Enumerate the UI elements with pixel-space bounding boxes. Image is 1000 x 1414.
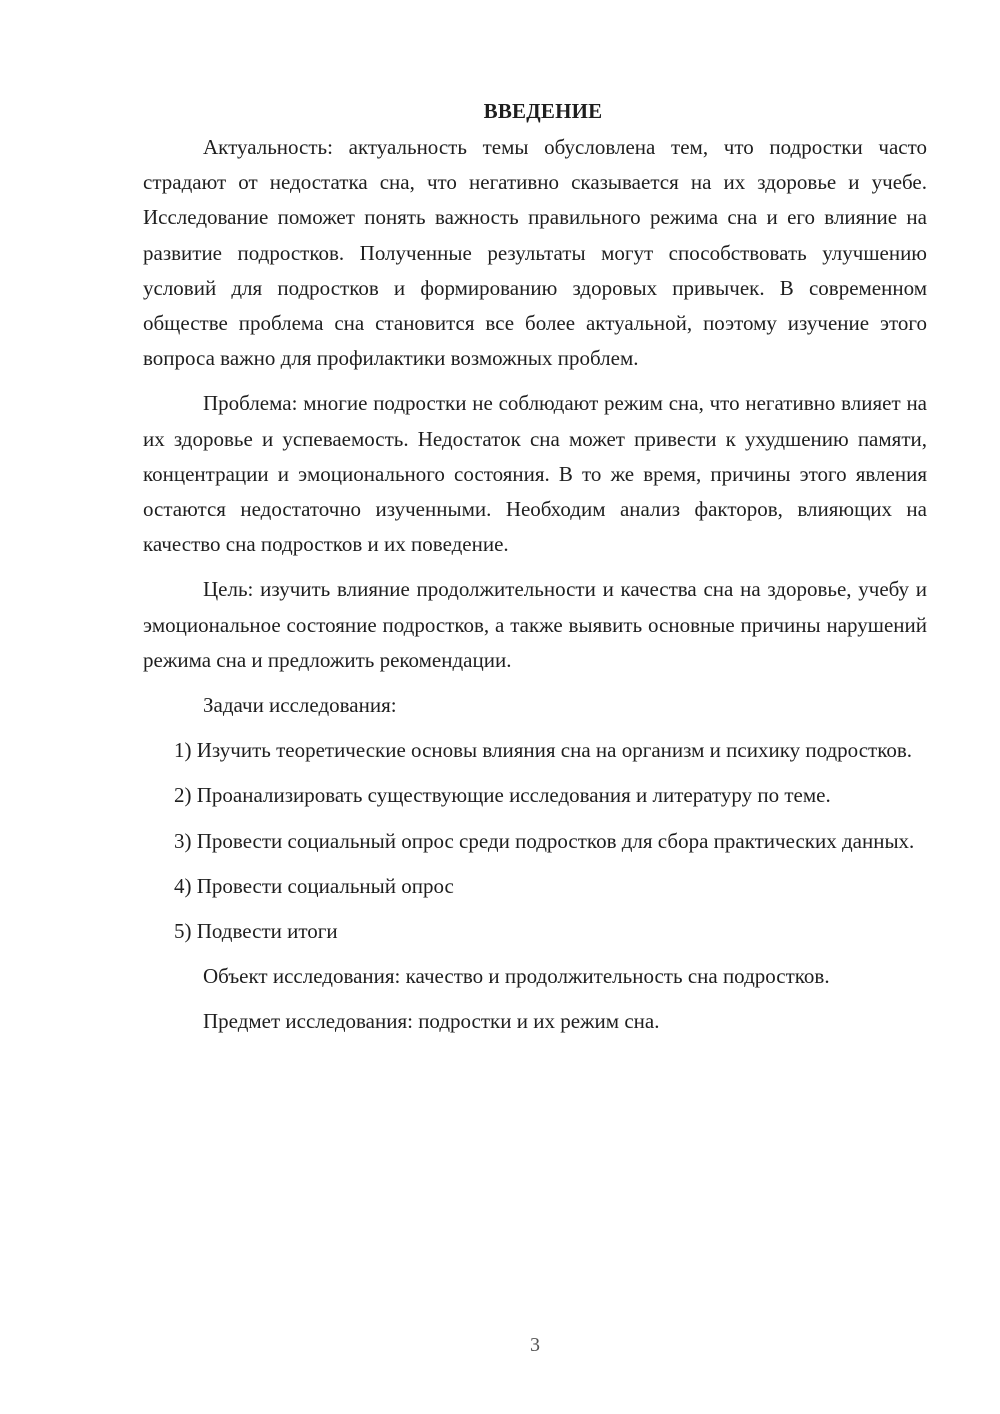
task-item-2: 2) Проанализировать существующие исследования и литературу по теме. — [174, 783, 831, 808]
task-item-1: 1) Изучить теоретические основы влияния сна на организм и психику подростков. — [174, 738, 913, 763]
page-number: 3 — [530, 1334, 540, 1356]
task-item-4: 4) Провести социальный опрос — [174, 873, 454, 898]
paragraph-problem: Проблема: многие подростки не соблюдают режим сна, что негативно влияет на их здоровье и успеваемость. Недостаток сна может привести к ухудшению памяти, концентрации и эмоционального состояния. В то же время, причины этого явления остаются недостаточно изученными. Необходим анализ факторов, влияющих на качество сна подростков и их поведение. — [143, 391, 927, 557]
task-item-3: 3) Провести социальный опрос среди подростков для сбора практических данных. — [174, 828, 915, 853]
paragraph-relevance: Актуальность: актуальность темы обусловлена тем, что подростки часто страдают от недостатка сна, что негативно сказывается на их здоровье и учебе. Исследование поможет понять важность правильного режима сна и его влияние на развитие подростков. Полученные результаты могут способствовать улучшению условий для подростков и формированию здоровых привычек. В современном обществе проблема сна становится все более актуальной, поэтому изучение этого вопроса важно для профилактики возможных проблем. — [143, 135, 927, 371]
paragraph-goal: Цель: изучить влияние продолжительности и качества сна на здоровье, учебу и эмоциональное состояние подростков, а также выявить основные причины нарушений режима сна и предложить рекомендации. — [143, 577, 927, 672]
paragraph-tasks-heading: Задачи исследования: — [203, 693, 397, 718]
task-item-5: 5) Подвести итоги — [174, 919, 338, 944]
paragraph-object: Объект исследования: качество и продолжительность сна подростков. — [203, 964, 830, 989]
document-body — [143, 94, 927, 1050]
page-title: ВВЕДЕНИЕ — [483, 99, 603, 123]
paragraph-subject: Предмет исследования: подростки и их режим сна. — [203, 1009, 660, 1034]
